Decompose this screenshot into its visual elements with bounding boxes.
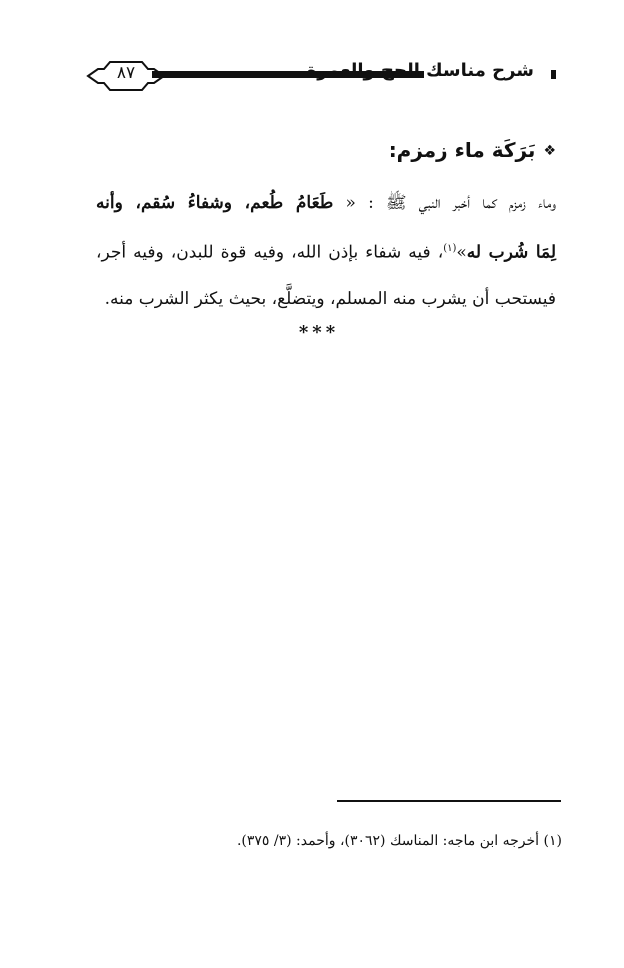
- page-header: [86, 52, 556, 100]
- footnote: (١) أخرجه ابن ماجه: المناسك (٣٠٦٢)، وأحمد: (٣/ ٣٧٥).: [236, 833, 562, 849]
- paragraph-line-1: [96, 180, 556, 226]
- paragraph-line-1-intro: وماء زمزم كما أخبر النبي ﷺ : «: [345, 193, 557, 213]
- paragraph-line-2-rest: ، فيه شفاء بإذن الله، وفيه قوة للبدن، وفيه أجر،: [96, 242, 444, 263]
- body-paragraph: [96, 180, 556, 322]
- section-separator: ***: [298, 322, 340, 343]
- closing-quote: »: [456, 242, 467, 263]
- hadith-text: طَعَامُ طُعم، وشفاءُ سُقم، وأنه: [96, 193, 334, 213]
- hadith-text-end: لِمَا شُرب له: [466, 242, 557, 263]
- paragraph-line-2: [96, 226, 556, 276]
- footnote-rule: [337, 800, 561, 802]
- paragraph-line-3: فيستحب أن يشرب منه المسلم، ويتضلَّع، بحيث يكثر الشرب منه.: [104, 288, 556, 309]
- header-bullet: [551, 70, 556, 79]
- heading-bullet-icon: ❖: [543, 143, 556, 159]
- footnote-reference[interactable]: (١): [443, 243, 457, 254]
- page-number: ٨٧: [116, 63, 136, 83]
- section-heading-text: بَرَكَة ماء زمزم:: [388, 138, 536, 162]
- running-title: شرح مناسك الحج والعمرة: [306, 60, 534, 81]
- section-heading: [389, 138, 556, 162]
